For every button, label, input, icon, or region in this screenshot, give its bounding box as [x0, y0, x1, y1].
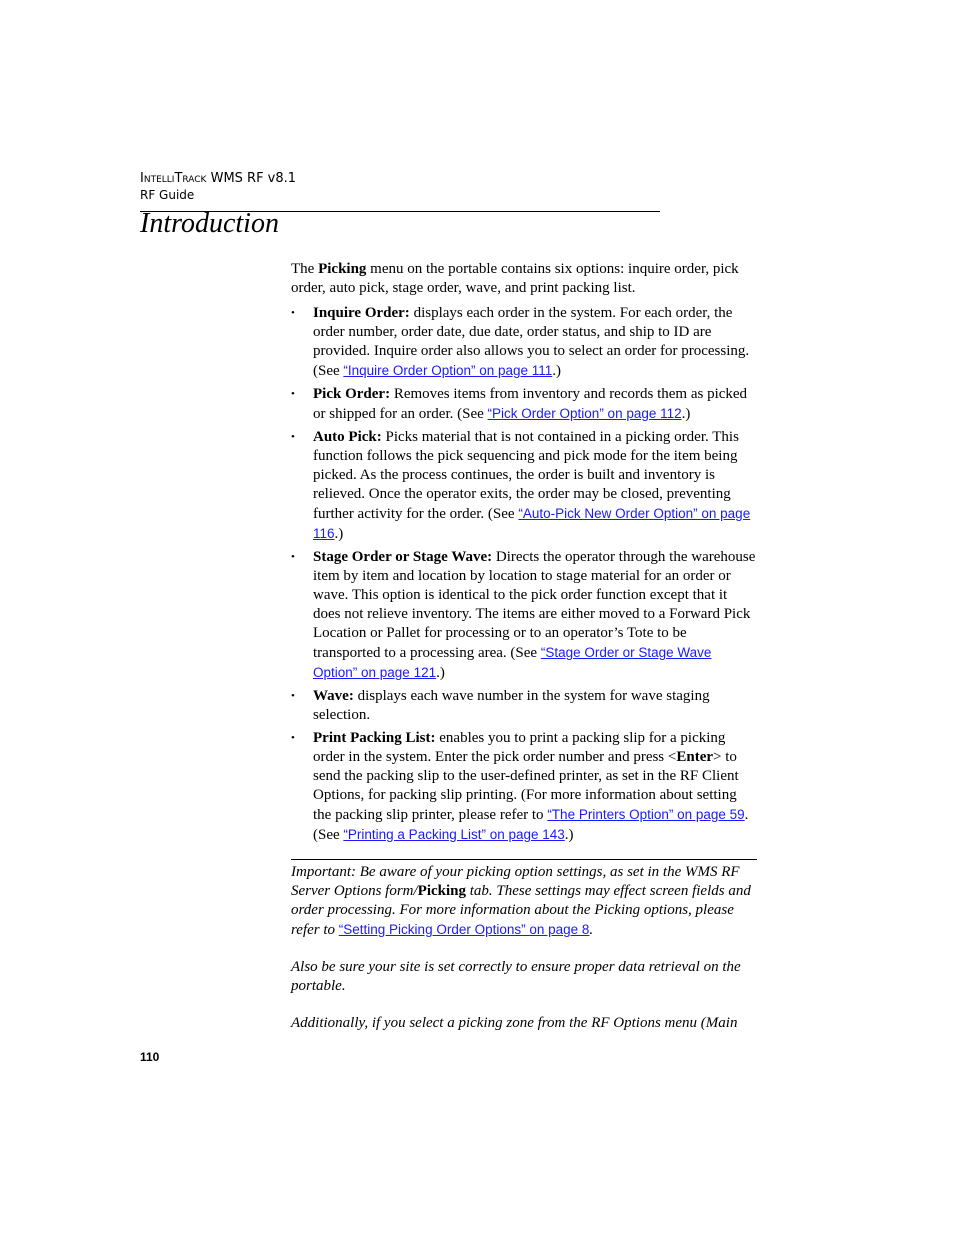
bullet: •: [291, 732, 295, 744]
page-number: 110: [140, 1050, 160, 1064]
link-stage-order-option[interactable]: “Stage Order or Stage Wave Option” on page 121: [313, 645, 712, 680]
link-pick-order-option[interactable]: “Pick Order Option” on page 112: [487, 406, 682, 421]
link-setting-picking-order-options[interactable]: “Setting Picking Order Options” on page 8: [338, 922, 590, 937]
important-text-end: .: [589, 922, 594, 938]
list-item-auto-pick: [291, 428, 757, 544]
item-tail: .): [436, 665, 445, 681]
important-note-rule: [291, 859, 757, 860]
intro-text-pre: The: [291, 261, 319, 277]
important-text-mid: tab. These settings may effect screen fields and order processing. For more information about the Picking options, please refer to: [291, 883, 751, 938]
important-note: [291, 863, 757, 1051]
bullet: •: [291, 388, 295, 400]
enter-key-label: Enter: [676, 749, 714, 765]
item-term: Auto Pick:: [313, 429, 382, 445]
bullet: •: [291, 551, 295, 563]
intro-menu-name: Picking: [318, 261, 367, 277]
important-paragraph-3: Additionally, if you select a picking zone from the RF Options menu (Main: [291, 1015, 738, 1031]
item-text-3: . (See: [313, 807, 749, 843]
item-term: Stage Order or Stage Wave:: [313, 549, 493, 565]
product-name-prefix: Intelli: [140, 171, 175, 186]
item-text: Removes items from inventory and records them as picked or shipped for an order. (See: [313, 386, 748, 422]
item-tail: .): [334, 526, 344, 542]
item-text: Picks material that is not contained in a picking order. This function follows the pick sequencing and pick mode for the item being picked. As the process continues, the order is built and inventory is relieved. Once the operator exits, the order may be closed, preventing further activity for the order. (See: [313, 429, 739, 522]
item-term: Pick Order:: [313, 386, 391, 402]
list-item-wave: [291, 687, 757, 725]
list-item-print-packing-list: [291, 729, 757, 845]
item-tail: .): [564, 827, 574, 843]
section-body: [291, 260, 757, 849]
important-paragraph-2: Also be sure your site is set correctly to ensure proper data retrieval on the portable.: [291, 959, 741, 994]
bullet: •: [291, 431, 295, 443]
item-tail: .): [552, 363, 562, 379]
item-tail: .): [681, 406, 691, 422]
bullet: •: [291, 307, 295, 319]
link-printing-packing-list[interactable]: “Printing a Packing List” on page 143: [343, 827, 565, 842]
link-printers-option[interactable]: “The Printers Option” on page 59: [547, 807, 745, 822]
section-title: Introduction: [140, 208, 279, 239]
list-item-inquire-order: [291, 304, 757, 381]
product-name-suffix: WMS RF v8.1: [206, 171, 297, 186]
running-header-guide: RF Guide: [140, 188, 195, 202]
item-term: Print Packing List:: [313, 730, 436, 746]
picking-options-list: [291, 304, 757, 845]
intro-text-post: menu on the portable contains six options: inquire order, pick order, auto pick, stage order, wave, and print packing list.: [291, 261, 739, 296]
important-paragraph-1: [291, 863, 757, 940]
list-item-stage-order: [291, 548, 757, 683]
running-header-product: [140, 171, 296, 186]
list-item-pick-order: [291, 385, 757, 424]
intro-paragraph: [291, 260, 757, 298]
item-term: Inquire Order:: [313, 305, 410, 321]
item-text: enables you to print a packing slip for a picking order in the system. Enter the pick order number and press <: [313, 730, 726, 765]
item-term: Wave:: [313, 688, 354, 704]
item-text: Directs the operator through the warehouse item by item and location by location to stage material for an order or wave. This option is identical to the pick order function except that it does not relieve inventory. The items are either moved to a Forward Pick Location or Pallet for processing or to an operator’s Tote to be transported to a processing area. (See: [313, 549, 756, 661]
item-text-2: > to send the packing slip to the user-defined printer, as set in the RF Client Options, for packing slip printing. (For more information about setting the packing slip printer, please refer to: [313, 749, 739, 823]
item-text: displays each wave number in the system for wave staging selection.: [313, 688, 710, 723]
important-text-pre: Important: Be aware of your picking option settings, as set in the WMS RF Server Options form/: [291, 864, 740, 899]
product-name-mid: Track: [174, 171, 207, 186]
important-tab-name: Picking: [417, 883, 467, 899]
link-auto-pick-option[interactable]: “Auto-Pick New Order Option” on page 116: [313, 506, 751, 541]
item-text: displays each order in the system. For each order, the order number, order date, due date, order status, and ship to ID are provided. Inquire order also allows you to select an order for processing. (See: [313, 305, 750, 379]
bullet: •: [291, 690, 295, 702]
link-inquire-order-option[interactable]: “Inquire Order Option” on page 111: [343, 363, 553, 378]
